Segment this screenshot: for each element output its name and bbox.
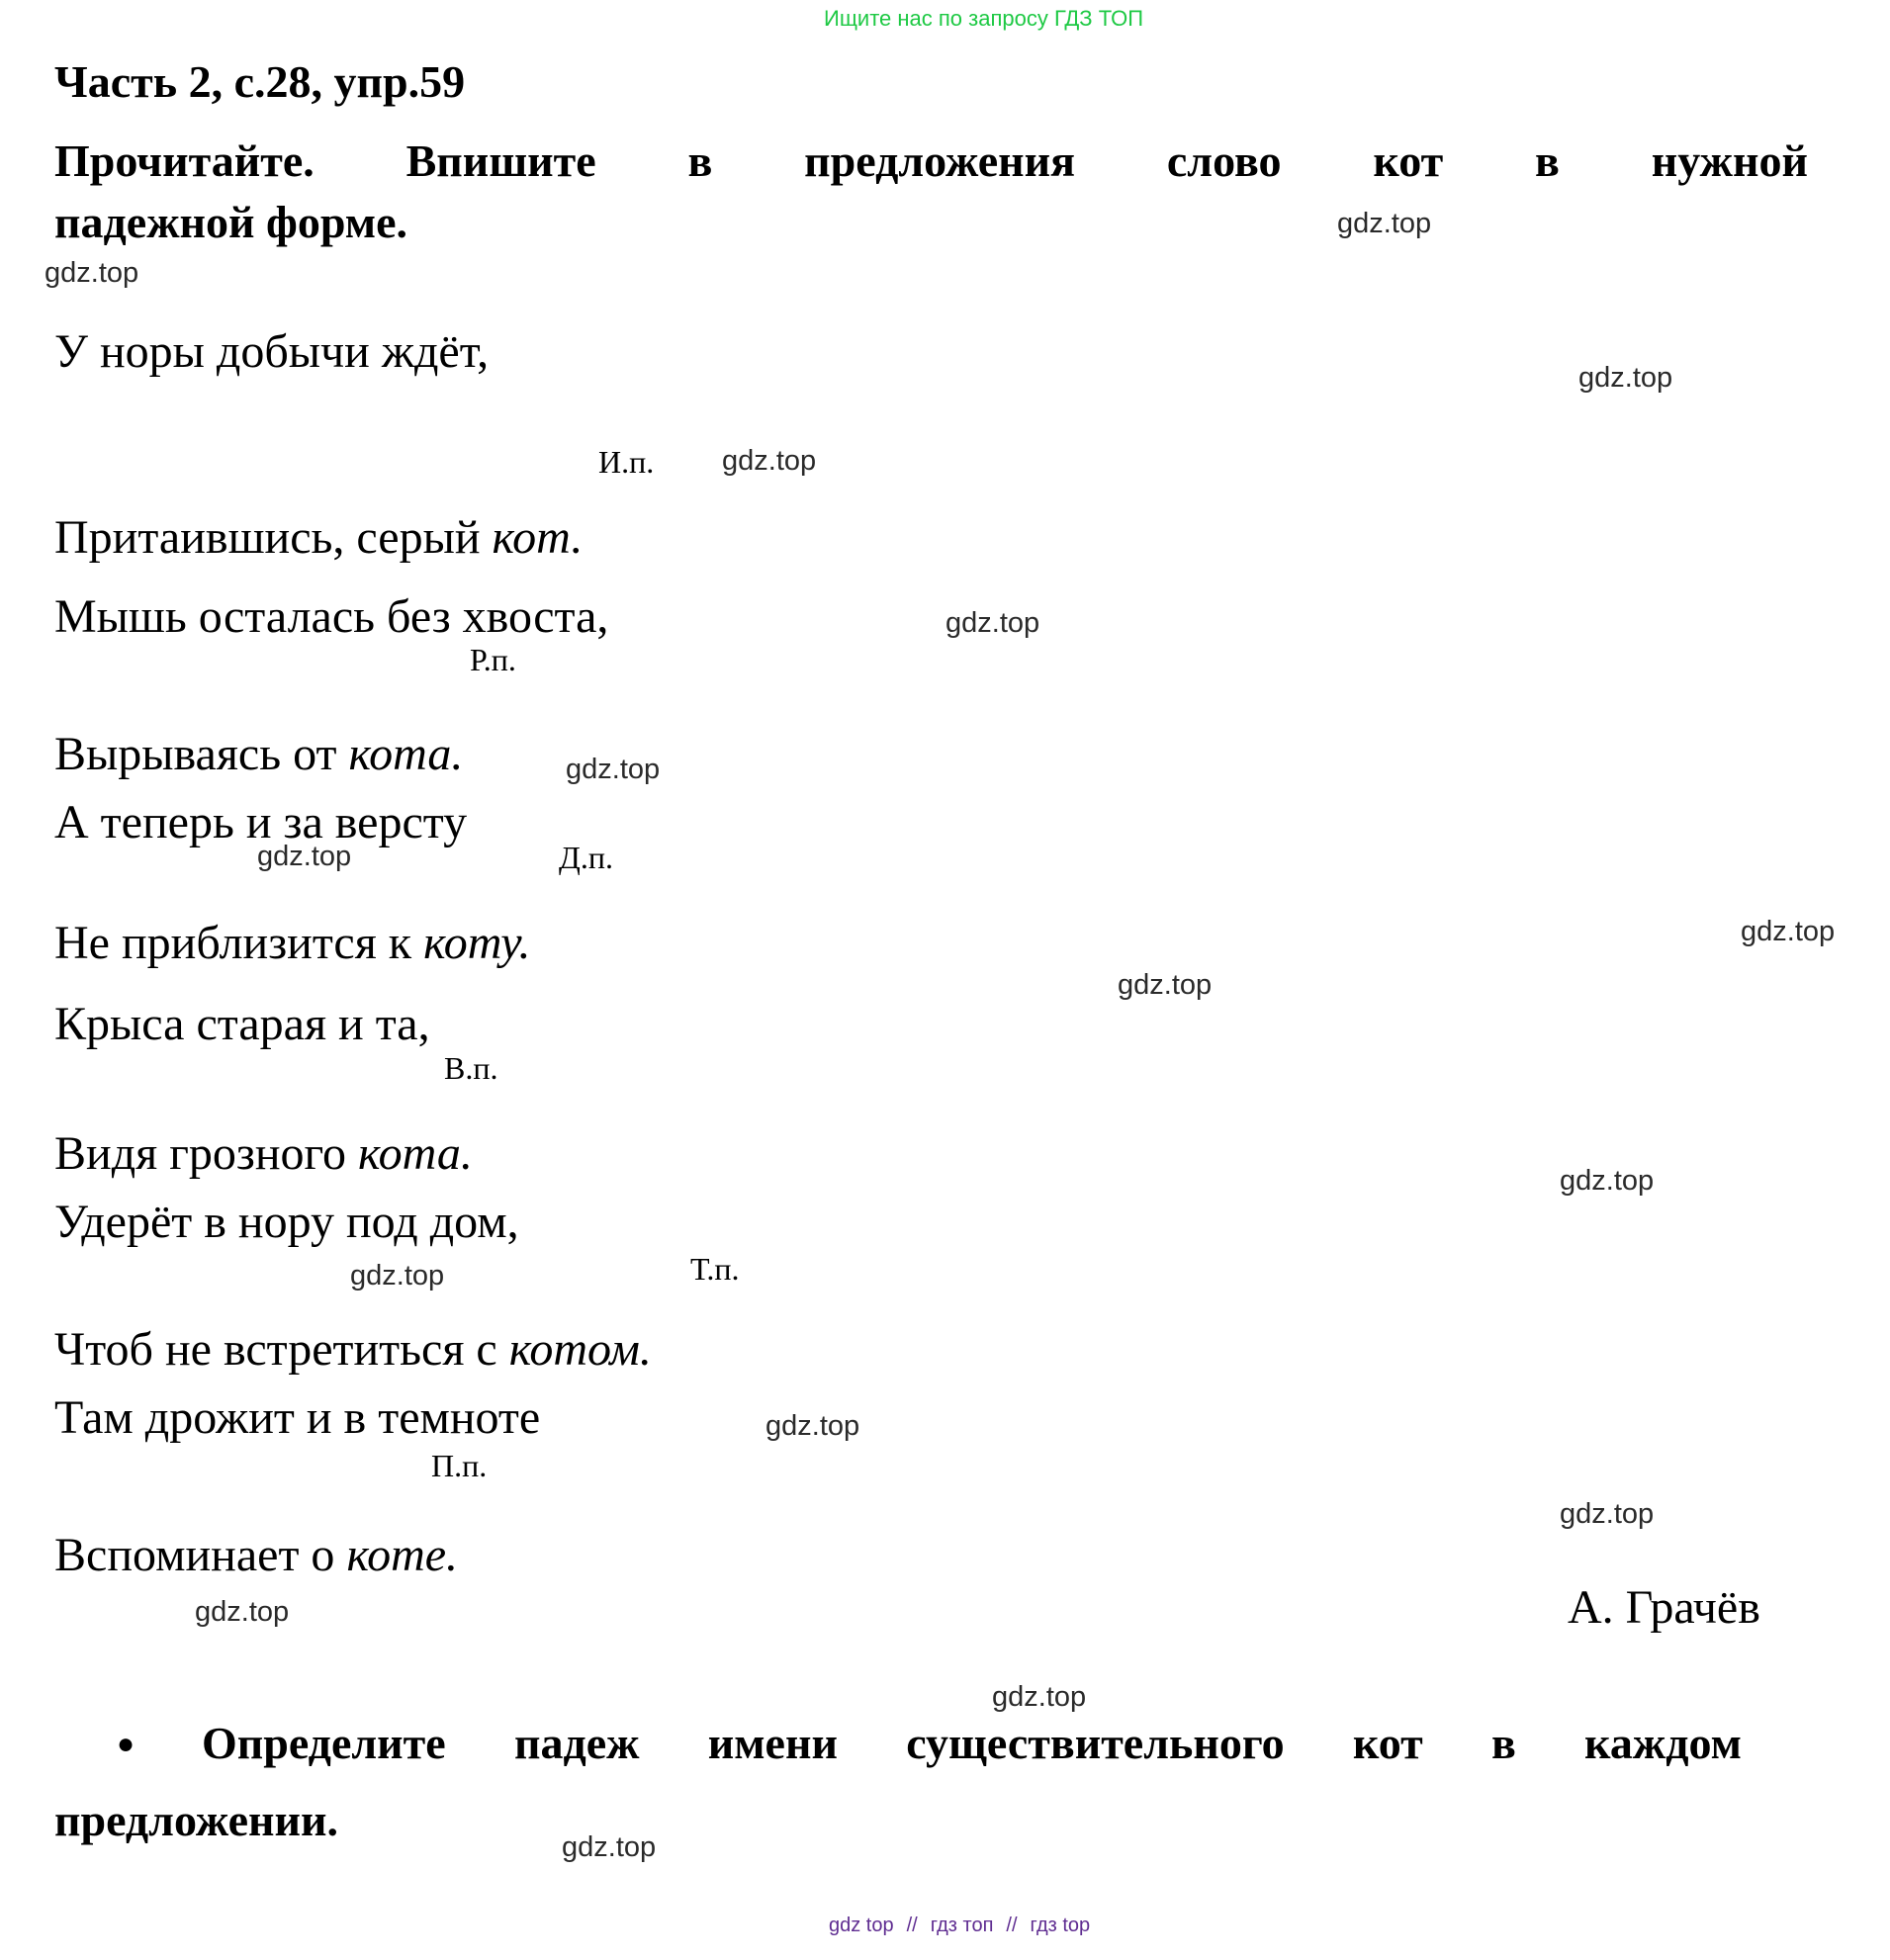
case-label-instrumental: Т.п. bbox=[690, 1251, 740, 1287]
case-word: котом. bbox=[508, 1323, 652, 1376]
exercise-title: Часть 2, с.28, упр.59 bbox=[54, 56, 466, 107]
poem-text: Крыса старая и та, bbox=[54, 998, 430, 1050]
poem-text: Удерёт в нору под дом, bbox=[54, 1196, 519, 1248]
gdz-watermark: gdz.top bbox=[1560, 1498, 1655, 1530]
poem-line-7 bbox=[54, 997, 430, 1051]
gdz-watermark: gdz.top bbox=[195, 1596, 290, 1628]
promo-banner: Ищите нас по запросу ГДЗ ТОП bbox=[824, 6, 1144, 31]
poem-text: Не приблизится к bbox=[54, 917, 424, 969]
gdz-watermark: gdz.top bbox=[257, 841, 352, 872]
case-label-nominative: И.п. bbox=[598, 444, 655, 480]
poem-line-4 bbox=[54, 727, 463, 781]
gdz-watermark: gdz.top bbox=[945, 607, 1040, 639]
gdz-watermark: gdz.top bbox=[562, 1831, 657, 1863]
case-label-accusative: В.п. bbox=[444, 1050, 498, 1086]
case-word: коту. bbox=[423, 917, 531, 969]
poem-line-2 bbox=[54, 510, 583, 565]
gdz-watermark: gdz.top bbox=[1578, 362, 1673, 394]
instruction-line-2: падежной форме. bbox=[54, 197, 408, 247]
poem-text: Вспоминает о bbox=[54, 1529, 347, 1581]
case-word: кота. bbox=[348, 728, 464, 780]
gdz-watermark: gdz.top bbox=[765, 1410, 860, 1442]
gdz-watermark: gdz.top bbox=[1337, 208, 1432, 239]
case-label-dative: Д.п. bbox=[559, 840, 613, 875]
footer-link-1: gdz top bbox=[829, 1915, 894, 1936]
poem-text: Видя грозного bbox=[54, 1127, 359, 1180]
gdz-watermark: gdz.top bbox=[1560, 1165, 1655, 1197]
case-word: кот. bbox=[492, 511, 584, 564]
task-text-line-1: Определите падеж имени существительного кот в каждом bbox=[202, 1718, 1742, 1768]
footer-separator: // bbox=[906, 1915, 918, 1936]
poem-line-11 bbox=[54, 1390, 540, 1445]
poem-text: Там дрожит и в темноте bbox=[54, 1391, 541, 1444]
case-label-prepositional: П.п. bbox=[431, 1448, 488, 1483]
poem-line-1 bbox=[54, 324, 489, 379]
footer-links bbox=[829, 1915, 1090, 1937]
gdz-watermark: gdz.top bbox=[1741, 916, 1836, 947]
case-label-genitive: Р.п. bbox=[470, 642, 516, 677]
case-word: коте. bbox=[346, 1529, 459, 1581]
poem-text: Мышь осталась без хвоста, bbox=[54, 590, 609, 643]
poem-text: А теперь и за версту bbox=[54, 796, 468, 848]
gdz-watermark: gdz.top bbox=[566, 754, 661, 785]
author-attribution: А. Грачёв bbox=[1568, 1581, 1760, 1634]
instruction-line-1: Прочитайте. Впишите в предложения слово кот в нужной bbox=[54, 135, 1808, 186]
gdz-watermark: gdz.top bbox=[45, 257, 139, 289]
bullet-icon: ● bbox=[117, 1728, 135, 1760]
gdz-watermark: gdz.top bbox=[350, 1260, 445, 1292]
footer-link-2: гдз топ bbox=[930, 1915, 994, 1936]
poem-line-10 bbox=[54, 1322, 652, 1377]
gdz-watermark: gdz.top bbox=[1118, 969, 1213, 1001]
gdz-watermark: gdz.top bbox=[992, 1681, 1087, 1713]
poem-line-6 bbox=[54, 916, 531, 970]
poem-line-3 bbox=[54, 589, 608, 644]
poem-line-12 bbox=[54, 1528, 458, 1582]
poem-line-9 bbox=[54, 1195, 519, 1249]
case-word: кота. bbox=[358, 1127, 473, 1180]
footer-separator: // bbox=[1006, 1915, 1018, 1936]
poem-line-8 bbox=[54, 1126, 473, 1181]
poem-text: У норы добычи ждёт, bbox=[54, 325, 490, 378]
gdz-watermark: gdz.top bbox=[722, 445, 817, 477]
task-text-line-2: предложении. bbox=[54, 1795, 339, 1845]
footer-link-3: гдз top bbox=[1030, 1915, 1091, 1936]
poem-text: Притаившись, серый bbox=[54, 511, 493, 564]
poem-text: Вырываясь от bbox=[54, 728, 349, 780]
poem-text: Чтоб не встретиться с bbox=[54, 1323, 509, 1376]
